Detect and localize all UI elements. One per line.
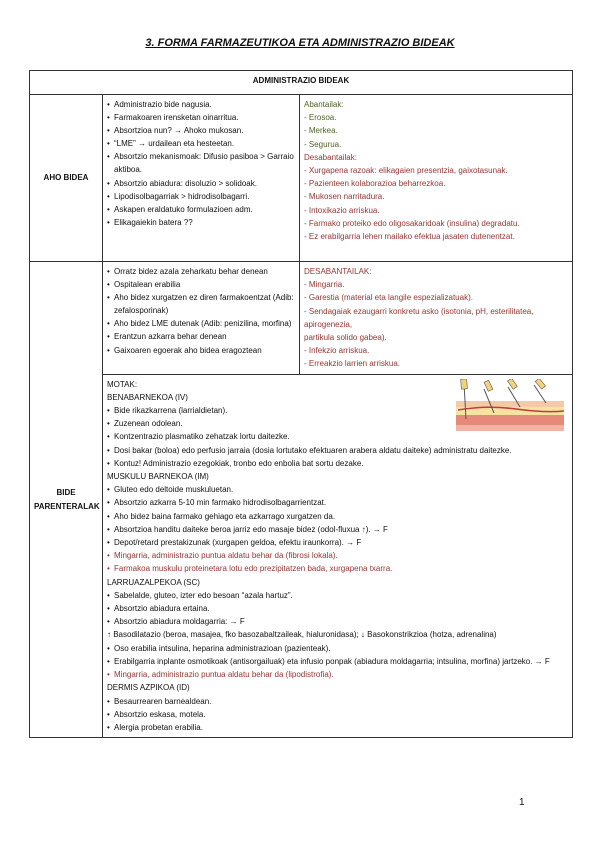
admin-routes-table: [29, 70, 573, 738]
page-number: 1: [519, 797, 525, 808]
list-item: • Absortzio eskasa, motela.: [107, 708, 568, 721]
list-item: • Erantzun azkarra behar denean: [107, 330, 295, 343]
aho-features: [103, 95, 300, 262]
list-item: - Farmako proteiko edo oligosakaridoak (insulina) degradatu.: [304, 218, 520, 228]
table-header: ADMINISTRAZIO BIDEAK: [30, 71, 573, 95]
list-item: - Mukosen narritadura.: [304, 192, 385, 202]
list-item: • Absortzio abiadura ertaina.: [107, 602, 568, 615]
list-item: • Gaixoaren egoerak aho bidea eragoztean: [107, 344, 295, 357]
list-item: - Garestia (material eta langile espezializatuak).: [304, 293, 473, 303]
list-item: • Oso erabilia intsulina, heparina administrazioan (pazienteak).: [107, 642, 568, 655]
list-item: • Bide rikazkarrena (larrialdietan).: [107, 404, 568, 417]
list-item: - Erreakzio larrien arriskua.: [304, 359, 401, 369]
list-item: • Kontzentrazio plasmatiko zehatzak lortu daitezke.: [107, 430, 568, 443]
list-item: • Dosi bakar (boloa) edo perfusio jarraia (dosia lortutako efektuaren arabera aldatu daiteke) administratu daitezke.: [107, 444, 568, 457]
list-item: • Absortzioa handitu daiteke beroa jarriz edo masaje bidez (odol-fluxua ↑). → F: [107, 523, 568, 536]
disadvantages-title: DESABANTAILAK:: [304, 267, 372, 276]
sc-title: LARRUAZALPEKOA (SC): [107, 577, 200, 587]
list-item: • Alergia probetan erabilia.: [107, 721, 568, 734]
list-item: - Intoxikazio arriskua.: [304, 205, 380, 215]
iv-title: BENABARNEKOA (IV): [107, 392, 188, 402]
sc-vasodilation-line: ↑ Basodilatazio (beroa, masajea, fko basozabaltzaileak, hialuronidasa); ↓ Basokonstrikzioa (hotza, adrenalina): [107, 630, 497, 640]
list-item: • Absortzio abiadura moldagarria: → F: [107, 615, 568, 628]
list-item: • Orratz bidez azala zeharkatu behar denean: [107, 265, 295, 278]
list-item: - Segurua.: [304, 139, 342, 149]
list-item: - Infekzio arriskua.: [304, 346, 370, 356]
list-item: • Besaurrearen barnealdean.: [107, 695, 568, 708]
id-title: DERMIS AZPIKOA (ID): [107, 683, 190, 693]
list-item: partikula solido gabea).: [304, 333, 387, 343]
list-item: - Mingarria.: [304, 280, 345, 290]
list-item: • Mingarria, administrazio puntua aldatu behar da (lipodistrofia).: [107, 668, 568, 681]
list-item: • Farmakoaren irensketan oinarritua.: [107, 111, 295, 124]
list-item: • Aho bidez LME dutenak (Adib: penizilina, morfina): [107, 317, 295, 330]
parenteral-types: [103, 374, 573, 737]
types-title: MOTAK:: [107, 379, 138, 389]
parenteral-features: [103, 262, 300, 375]
list-item: - Sendagaiak ezaugarri konkretu asko (isotonia, pH, esterilitatea, apirogenezia,: [304, 306, 534, 329]
list-item: • Depot/retard prestakizunak (xurgapen geldoa, efektu iraunkorra). → F: [107, 536, 568, 549]
list-item: • Lipodisolbagarriak > hidrodisolbagarri.: [107, 190, 295, 203]
list-item: • Sabelalde, gluteo, izter edo besoan “azala hartuz”.: [107, 589, 568, 602]
advantages-title: Abantailak:: [304, 100, 344, 109]
list-item: • Farmakoa muskulu proteinetara lotu edo prezipitatzen bada, xurgapena txarra.: [107, 562, 568, 575]
list-item: • Erabilgarria inplante osmotikoak (antisorgailuak) eta infusio ponpak (abiadura moldagarria; intsulina, morfina) jartzeko. → F: [107, 655, 568, 668]
list-item: • Gluteo edo deltoide muskuluetan.: [107, 483, 568, 496]
list-item: • Aho bidez xurgatzen ez diren farmakoentzat (Adib: zefalosporinak): [107, 291, 295, 317]
disadvantages-title: Desabantailak:: [304, 152, 357, 162]
list-item: • Administrazio bide nagusia.: [107, 98, 295, 111]
parenteral-cons: [300, 262, 573, 375]
list-item: • Mingarria, administrazio puntua aldatu behar da (fibrosi lokala).: [107, 549, 568, 562]
list-item: • Askapen eraldatuko formulazioen adm.: [107, 203, 295, 216]
list-item: - Merkea.: [304, 126, 338, 136]
list-item: • Elikagaiekin batera ??: [107, 216, 295, 229]
row-label-parenteral: BIDE PARENTERALAK: [30, 262, 103, 738]
list-item: • Absortzio mekanismoak: Difusio pasiboa > Garraio aktiboa.: [107, 150, 295, 176]
list-item: - Xurgapena razoak: elikagaien presentzia, gaixotasunak.: [304, 166, 508, 176]
row-label-aho: AHO BIDEA: [30, 95, 103, 262]
list-item: • Absortzio abiadura: disoluzio > solidoak.: [107, 177, 295, 190]
list-item: • “LME” → urdailean eta hesteetan.: [107, 137, 295, 150]
list-item: - Pazienteen kolaborazioa beharrezkoa.: [304, 179, 446, 189]
list-item: • Aho bidez baina farmako gehiago eta azkarrago xurgatzen da.: [107, 510, 568, 523]
im-title: MUSKULU BARNEKOA (IM): [107, 472, 209, 482]
list-item: - Ez erabilgarria lehen mailako efektua jasaten dutenentzat.: [304, 232, 515, 242]
list-item: • Ospitalean erabilia: [107, 278, 295, 291]
list-item: • Absortzio azkarra 5-10 min farmako hidrodisolbagarrientzat.: [107, 496, 568, 509]
list-item: • Zuzenean odolean.: [107, 417, 568, 430]
list-item: • Kontuz! Administrazio ezegokiak, tronbo edo enbolia bat sortu dezake.: [107, 457, 568, 470]
list-item: • Absortzioa nun? → Ahoko mukosan.: [107, 124, 295, 137]
list-item: - Erosoa.: [304, 113, 337, 123]
aho-pros-cons: [300, 95, 573, 262]
page-title: 3. FORMA FARMAZEUTIKOA ETA ADMINISTRAZIO BIDEAK: [145, 37, 455, 49]
